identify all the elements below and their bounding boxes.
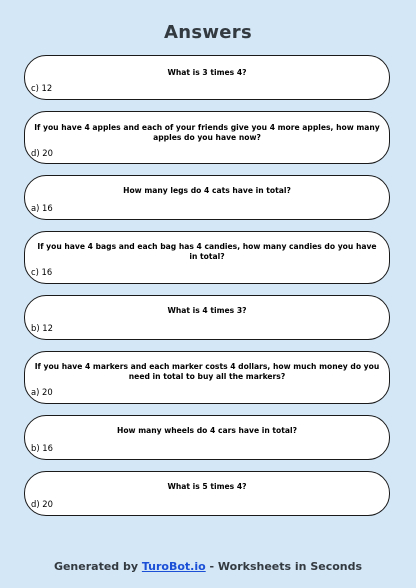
question-card xyxy=(24,471,390,516)
question-card xyxy=(24,175,390,220)
question-text: What is 3 times 4? xyxy=(167,68,247,77)
turobot-link[interactable]: TuroBot.io xyxy=(141,560,206,573)
question-text: If you have 4 markers and each marker costs 4 dollars, how much money do you need in total to buy all the markers? xyxy=(34,362,380,381)
answer-text: a) 20 xyxy=(31,387,53,397)
answer-text: a) 16 xyxy=(31,203,53,213)
answer-text: d) 20 xyxy=(31,499,53,509)
question-card xyxy=(24,295,390,340)
question-text: How many wheels do 4 cars have in total? xyxy=(116,426,298,435)
footer xyxy=(0,560,416,573)
question-text: How many legs do 4 cats have in total? xyxy=(123,186,291,195)
question-card xyxy=(24,415,390,460)
question-card xyxy=(24,231,390,284)
question-card xyxy=(24,111,390,164)
question-text: If you have 4 apples and each of your friends give you 4 more apples, how many apples do you have now? xyxy=(34,123,380,142)
question-text: If you have 4 bags and each bag has 4 candies, how many candies do you have in total? xyxy=(37,242,377,261)
page-title: Answers xyxy=(164,22,252,43)
answer-text: d) 20 xyxy=(31,148,53,158)
footer-suffix: - Worksheets in Seconds xyxy=(205,560,363,573)
footer-prefix: Generated by xyxy=(53,560,142,573)
answer-text: b) 12 xyxy=(31,323,53,333)
answer-text: b) 16 xyxy=(31,443,53,453)
question-text: What is 4 times 3? xyxy=(167,306,247,315)
answer-text: c) 12 xyxy=(31,83,53,93)
answer-text: c) 16 xyxy=(31,267,53,277)
question-text: What is 5 times 4? xyxy=(167,482,247,491)
question-card xyxy=(24,351,390,404)
question-card xyxy=(24,55,390,100)
